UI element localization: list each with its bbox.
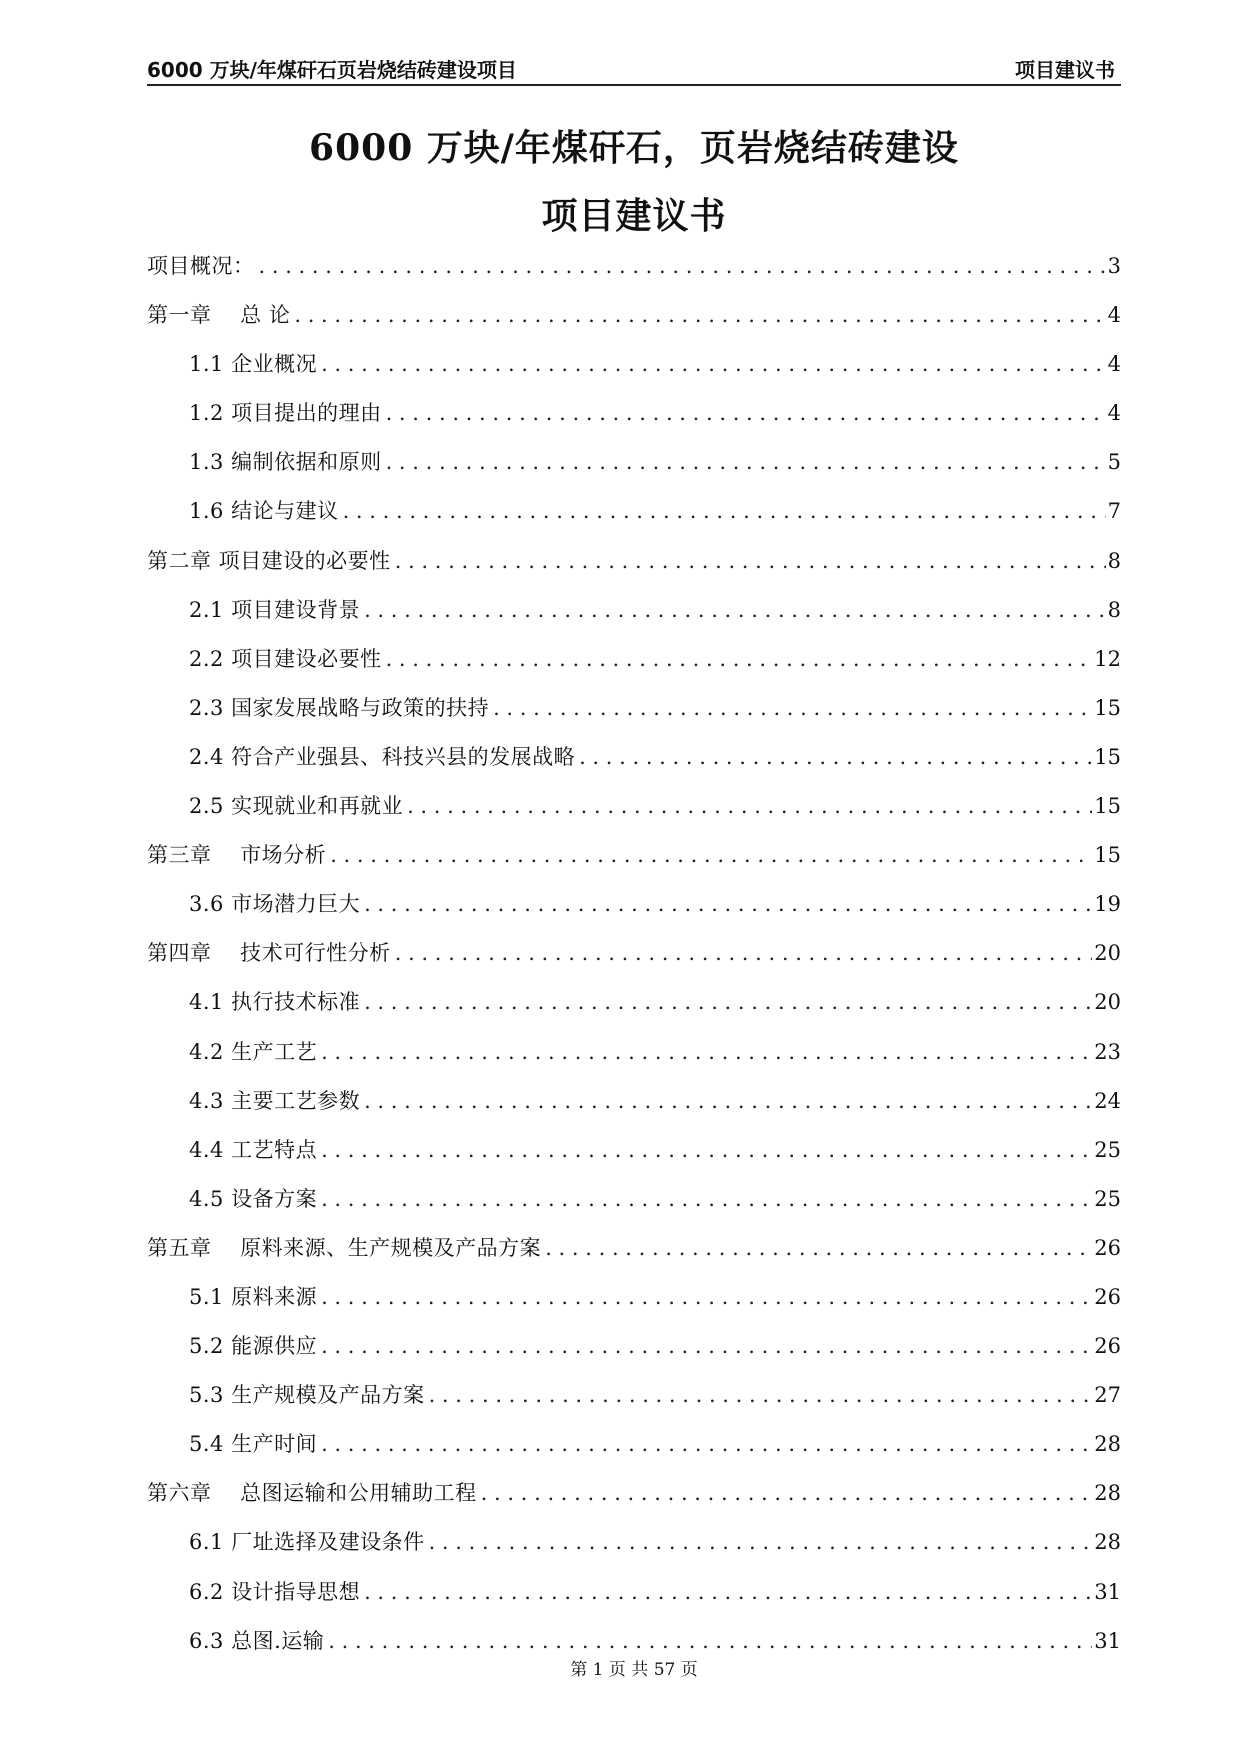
toc-entry-label: 4.5 设备方案 <box>189 1186 318 1211</box>
toc-entry-label: 第六章 总图运输和公用辅助工程 <box>147 1481 477 1506</box>
toc-entry-label: 2.5 实现就业和再就业 <box>189 794 404 819</box>
toc-dot-leader <box>343 499 1106 523</box>
toc-entry[interactable] <box>147 1134 1121 1183</box>
toc-dot-leader <box>321 1285 1092 1309</box>
toc-dot-leader <box>364 892 1092 916</box>
toc-entry-label: 2.1 项目建设背景 <box>189 597 361 622</box>
toc-entry-page-number: 3 <box>1107 254 1121 278</box>
toc-dot-leader <box>493 696 1092 720</box>
toc-entry[interactable] <box>147 692 1121 741</box>
page-footer: 第 1 页 共 57 页 <box>570 1660 698 1680</box>
toc-entry-page-number: 23 <box>1094 1039 1121 1064</box>
toc-entry[interactable] <box>147 1526 1121 1575</box>
toc-entry[interactable] <box>147 446 1121 495</box>
toc-entry[interactable] <box>147 250 1121 299</box>
toc-dot-leader <box>328 1629 1092 1653</box>
toc-entry-page-number: 25 <box>1094 1186 1121 1211</box>
toc-entry-label: 4.3 主要工艺参数 <box>189 1088 361 1113</box>
toc-entry-page-number: 15 <box>1094 695 1121 720</box>
toc-entry[interactable] <box>147 790 1121 839</box>
toc-entry-page-number: 20 <box>1094 941 1121 966</box>
toc-dot-leader <box>321 1334 1092 1358</box>
toc-dot-leader <box>407 794 1092 818</box>
toc-entry-label: 2.2 项目建设必要性 <box>189 646 382 671</box>
toc-entry-page-number: 7 <box>1107 499 1121 524</box>
toc-entry-label: 5.2 能源供应 <box>189 1334 318 1359</box>
toc-entry[interactable] <box>147 1183 1121 1232</box>
toc-entry-page-number: 28 <box>1094 1432 1121 1457</box>
toc-entry-page-number: 26 <box>1094 1284 1121 1309</box>
toc-entry[interactable] <box>147 594 1121 643</box>
toc-dot-leader <box>364 1089 1092 1113</box>
toc-entry[interactable] <box>147 545 1121 594</box>
toc-dot-leader <box>395 549 1106 573</box>
toc-entry-page-number: 5 <box>1107 450 1121 475</box>
toc-entry-page-number: 15 <box>1094 744 1121 769</box>
toc-entry-label: 第一章 总 论 <box>147 303 291 328</box>
toc-entry-page-number: 28 <box>1094 1481 1121 1506</box>
toc-dot-leader <box>364 1580 1092 1604</box>
toc-entry[interactable] <box>147 986 1121 1035</box>
toc-entry-label: 6.2 设计指导思想 <box>189 1579 361 1604</box>
toc-dot-leader <box>386 401 1106 425</box>
table-of-contents <box>147 250 1121 1674</box>
toc-dot-leader <box>429 1383 1093 1407</box>
toc-entry[interactable] <box>147 839 1121 888</box>
toc-entry-page-number: 15 <box>1094 794 1121 819</box>
toc-entry-label: 6.3 总图.运输 <box>189 1628 325 1653</box>
toc-dot-leader <box>579 745 1092 769</box>
toc-entry-label: 6.1 厂址选择及建设条件 <box>189 1530 425 1555</box>
toc-entry-page-number: 4 <box>1107 401 1121 426</box>
toc-entry[interactable] <box>147 1428 1121 1477</box>
toc-dot-leader <box>321 352 1106 376</box>
toc-entry-label: 3.6 市场潜力巨大 <box>189 892 361 917</box>
toc-entry-label: 第三章 市场分析 <box>147 843 327 868</box>
toc-entry[interactable] <box>147 495 1121 544</box>
toc-dot-leader <box>259 254 1106 278</box>
toc-entry-label: 4.4 工艺特点 <box>189 1137 318 1162</box>
toc-entry-page-number: 4 <box>1107 303 1121 328</box>
document-title-line-1: 6000 万块/年煤矸石，页岩烧结砖建设 <box>309 127 959 169</box>
toc-entry[interactable] <box>147 937 1121 986</box>
toc-entry-page-number: 27 <box>1094 1383 1121 1408</box>
toc-dot-leader <box>321 1432 1092 1456</box>
toc-dot-leader <box>321 1138 1092 1162</box>
toc-dot-leader <box>330 843 1092 867</box>
toc-entry-page-number: 26 <box>1094 1334 1121 1359</box>
toc-entry-label: 2.3 国家发展战略与政策的扶持 <box>189 695 490 720</box>
toc-entry[interactable] <box>147 1330 1121 1379</box>
toc-entry-page-number: 19 <box>1094 892 1121 917</box>
toc-entry-label: 4.2 生产工艺 <box>189 1039 318 1064</box>
toc-entry-label: 2.4 符合产业强县、科技兴县的发展战略 <box>189 744 576 769</box>
toc-entry-page-number: 24 <box>1094 1088 1121 1113</box>
toc-entry-page-number: 4 <box>1107 352 1121 377</box>
toc-entry[interactable] <box>147 397 1121 446</box>
toc-entry-label: 第四章 技术可行性分析 <box>147 941 391 966</box>
page-header <box>147 50 1121 86</box>
toc-entry[interactable] <box>147 1477 1121 1526</box>
toc-entry-page-number: 28 <box>1094 1530 1121 1555</box>
document-title-line-2: 项目建议书 <box>541 195 727 237</box>
toc-entry-label: 1.2 项目提出的理由 <box>189 401 382 426</box>
toc-entry[interactable] <box>147 1379 1121 1428</box>
header-project-name: 6000 万块/年煤矸石页岩烧结砖建设项目 <box>147 58 517 82</box>
toc-entry[interactable] <box>147 1085 1121 1134</box>
toc-entry-page-number: 31 <box>1094 1579 1121 1604</box>
toc-entry-label: 项目概况： <box>147 254 255 278</box>
toc-entry-page-number: 8 <box>1107 548 1121 573</box>
toc-entry-page-number: 15 <box>1094 843 1121 868</box>
toc-dot-leader <box>395 941 1093 965</box>
toc-entry-label: 1.6 结论与建议 <box>189 499 339 524</box>
toc-entry-page-number: 31 <box>1094 1628 1121 1653</box>
toc-dot-leader <box>429 1530 1093 1554</box>
toc-entry[interactable] <box>147 741 1121 790</box>
toc-dot-leader <box>386 647 1093 671</box>
toc-entry-page-number: 20 <box>1094 990 1121 1015</box>
toc-dot-leader <box>545 1236 1092 1260</box>
toc-dot-leader <box>364 990 1092 1014</box>
toc-entry-label: 5.4 生产时间 <box>189 1432 318 1457</box>
toc-entry-label: 第二章 项目建设的必要性 <box>147 548 391 573</box>
toc-entry-page-number: 12 <box>1094 646 1121 671</box>
toc-entry[interactable] <box>147 888 1121 937</box>
toc-dot-leader <box>321 1040 1092 1064</box>
toc-entry-page-number: 8 <box>1107 597 1121 622</box>
toc-entry-label: 第五章 原料来源、生产规模及产品方案 <box>147 1235 542 1260</box>
toc-entry-page-number: 26 <box>1094 1235 1121 1260</box>
toc-dot-leader <box>294 303 1105 327</box>
toc-dot-leader <box>481 1481 1093 1505</box>
toc-entry[interactable] <box>147 348 1121 397</box>
toc-entry-page-number: 25 <box>1094 1137 1121 1162</box>
toc-dot-leader <box>386 450 1106 474</box>
toc-entry-label: 5.1 原料来源 <box>189 1284 318 1309</box>
toc-entry[interactable] <box>147 1576 1121 1625</box>
toc-entry-label: 1.3 编制依据和原则 <box>189 450 382 475</box>
toc-entry[interactable] <box>147 1036 1121 1085</box>
toc-entry[interactable] <box>147 1281 1121 1330</box>
toc-entry[interactable] <box>147 1232 1121 1281</box>
toc-entry[interactable] <box>147 299 1121 348</box>
toc-dot-leader <box>364 598 1106 622</box>
toc-entry[interactable] <box>147 643 1121 692</box>
toc-entry-label: 1.1 企业概况 <box>189 352 318 377</box>
toc-entry-label: 5.3 生产规模及产品方案 <box>189 1383 425 1408</box>
header-doc-type: 项目建议书 <box>1015 58 1115 82</box>
toc-entry-label: 4.1 执行技术标准 <box>189 990 361 1015</box>
toc-dot-leader <box>321 1187 1092 1211</box>
